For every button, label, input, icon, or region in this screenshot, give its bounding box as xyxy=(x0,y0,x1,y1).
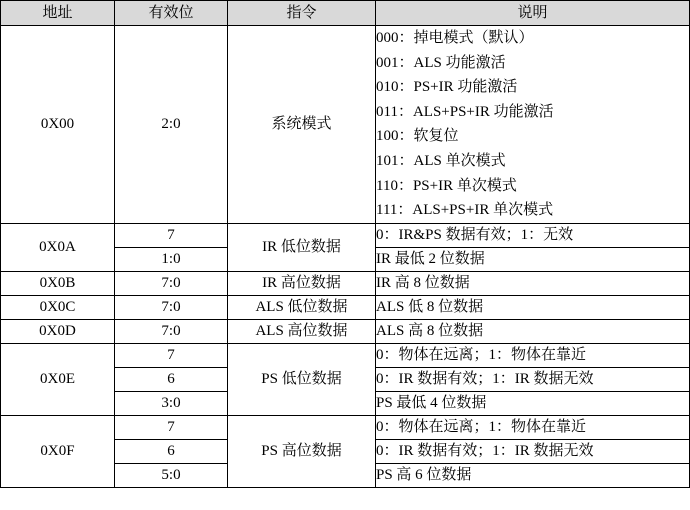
address-cell: 0X0B xyxy=(1,271,115,295)
header-row xyxy=(1,1,690,26)
table-row xyxy=(1,343,690,367)
header-valid-bits: 有效位 xyxy=(115,1,228,26)
bits-cell: 1:0 xyxy=(115,247,228,271)
bits-cell: 7:0 xyxy=(115,319,228,343)
mode-line: 100：软复位 xyxy=(376,128,459,145)
header-address: 地址 xyxy=(1,1,115,26)
bits-cell: 5:0 xyxy=(115,463,228,487)
mode-line: 101：ALS 单次模式 xyxy=(376,152,506,169)
description-cell: IR 高 8 位数据 xyxy=(376,271,690,295)
table-row xyxy=(1,319,690,343)
mode-line: 110：PS+IR 单次模式 xyxy=(376,177,517,194)
mode-line: 000：掉电模式（默认） xyxy=(376,30,534,46)
address-cell: 0X0C xyxy=(1,295,115,319)
description-cell: 0：物体在远离；1：物体在靠近 xyxy=(376,415,690,439)
table-row xyxy=(1,295,690,319)
instruction-cell: 系统模式 xyxy=(228,26,376,224)
bits-cell: 6 xyxy=(115,439,228,463)
description-cell: IR 最低 2 位数据 xyxy=(376,247,690,271)
instruction-cell: ALS 高位数据 xyxy=(228,319,376,343)
mode-line: 111：ALS+PS+IR 单次模式 xyxy=(376,202,554,219)
bits-cell: 7 xyxy=(115,415,228,439)
bits-cell: 2:0 xyxy=(115,26,228,224)
instruction-cell: PS 低位数据 xyxy=(228,343,376,415)
instruction-cell: IR 低位数据 xyxy=(228,223,376,271)
address-cell: 0X0F xyxy=(1,415,115,487)
instruction-cell: IR 高位数据 xyxy=(228,271,376,295)
description-cell: 0：IR 数据有效；1：IR 数据无效 xyxy=(376,367,690,391)
bits-cell: 7 xyxy=(115,223,228,247)
mode-line: 011：ALS+PS+IR 功能激活 xyxy=(376,103,554,120)
bits-cell: 3:0 xyxy=(115,391,228,415)
instruction-cell: ALS 低位数据 xyxy=(228,295,376,319)
bits-cell: 7:0 xyxy=(115,271,228,295)
mode-line: 010：PS+IR 功能激活 xyxy=(376,79,518,96)
table-row xyxy=(1,26,690,224)
address-cell: 0X0E xyxy=(1,343,115,415)
description-cell: ALS 低 8 位数据 xyxy=(376,295,690,319)
description-cell: 0：IR 数据有效；1：IR 数据无效 xyxy=(376,439,690,463)
bits-cell: 7:0 xyxy=(115,295,228,319)
table-row xyxy=(1,223,690,247)
description-cell: 0：物体在远离；1：物体在靠近 xyxy=(376,343,690,367)
description-cell: PS 高 6 位数据 xyxy=(376,463,690,487)
mode-line: 001：ALS 功能激活 xyxy=(376,54,506,71)
bits-cell: 7 xyxy=(115,343,228,367)
description-cell: PS 最低 4 位数据 xyxy=(376,391,690,415)
header-description: 说明 xyxy=(376,1,690,26)
table-row xyxy=(1,271,690,295)
description-cell: 0：IR&PS 数据有效；1：无效 xyxy=(376,223,690,247)
header-instruction: 指令 xyxy=(228,1,376,26)
table-row xyxy=(1,415,690,439)
address-cell: 0X0D xyxy=(1,319,115,343)
bits-cell: 6 xyxy=(115,367,228,391)
description-cell: ALS 高 8 位数据 xyxy=(376,319,690,343)
address-cell: 0X0A xyxy=(1,223,115,271)
address-cell: 0X00 xyxy=(1,26,115,224)
description-cell xyxy=(376,26,690,224)
instruction-cell: PS 高位数据 xyxy=(228,415,376,487)
